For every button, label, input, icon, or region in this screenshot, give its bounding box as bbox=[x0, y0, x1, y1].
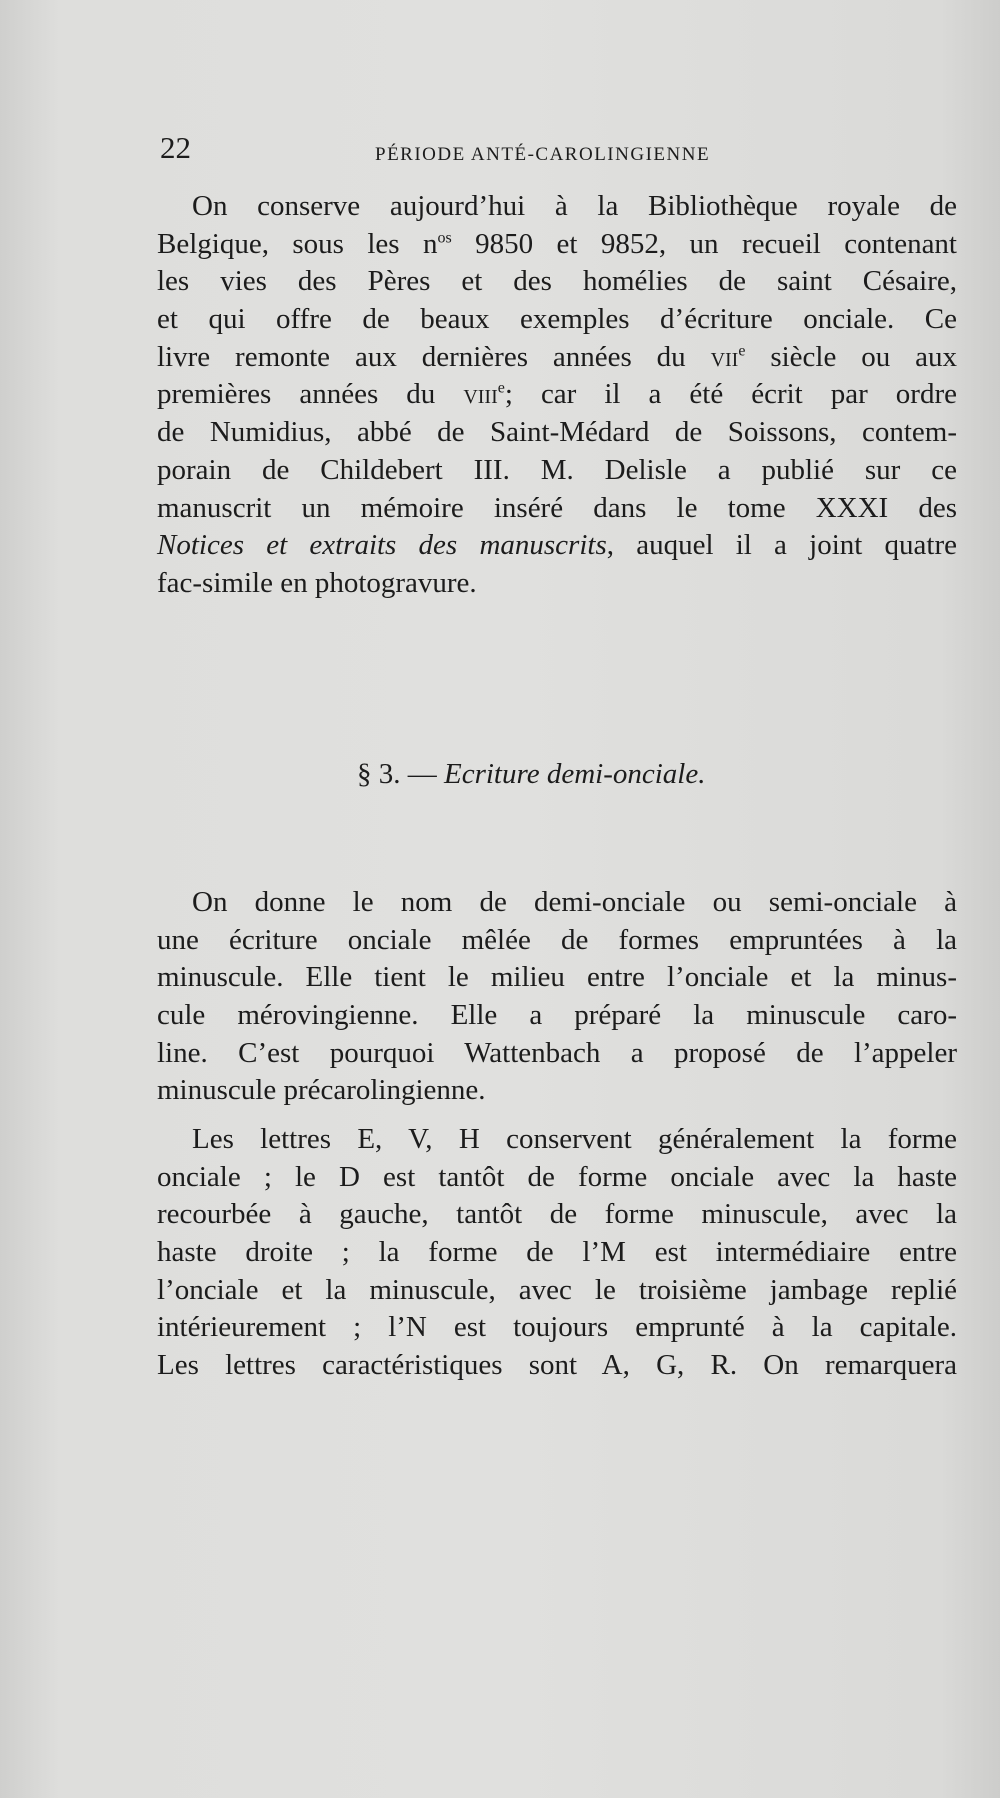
text-line: haste droite ; la forme de l’M est intermédiaire entre bbox=[157, 1236, 957, 1269]
page-header bbox=[160, 130, 960, 170]
text-line: porain de Childebert III. M. Delisle a publié sur ce bbox=[157, 453, 957, 486]
text-line: recourbée à gauche, tantôt de forme minuscule, avec la bbox=[157, 1198, 957, 1231]
text-line: onciale ; le D est tantôt de forme onciale avec la haste bbox=[157, 1160, 957, 1193]
paragraph-1 bbox=[157, 188, 957, 603]
text-line: premières années du viii$^e$; car il a été écrit par ordre bbox=[157, 378, 957, 411]
text-line: manuscrit un mémoire inséré dans le tome XXXI des bbox=[157, 491, 957, 524]
section-heading bbox=[357, 758, 857, 791]
text-line: cule mérovingienne. Elle a préparé la minuscule caro- bbox=[157, 999, 957, 1032]
text-line: l’onciale et la minuscule, avec le troisième jambage replié bbox=[157, 1273, 957, 1306]
text-line: minuscule précarolingienne. bbox=[157, 1074, 486, 1107]
text-line: intérieurement ; l’N est toujours emprunté à la capitale. bbox=[157, 1311, 957, 1344]
text-line: Les lettres caractéristiques sont A, G, R. On remarquera bbox=[157, 1349, 957, 1382]
text-line: fac-simile en photogravure. bbox=[157, 566, 477, 599]
text-line: On donne le nom de demi-onciale ou semi-onciale à bbox=[192, 886, 957, 918]
paragraph-3 bbox=[157, 1121, 957, 1385]
book-title: Notices et extraits des manuscrits bbox=[157, 529, 607, 562]
text-line: de Numidius, abbé de Saint-Médard de Soissons, contem- bbox=[157, 416, 957, 449]
text-line: une écriture onciale mêlée de formes empruntées à la bbox=[157, 923, 957, 956]
section-number: § 3. — bbox=[357, 758, 444, 790]
text-line: Notices et extraits des manuscrits, auquel il a joint quatre bbox=[157, 529, 958, 562]
text-line: livre remonte aux dernières années du vii$^e$ siècle ou aux bbox=[157, 340, 958, 373]
text-line: line. C’est pourquoi Wattenbach a proposé de l’appeler bbox=[157, 1036, 957, 1069]
running-head: PÉRIODE ANTÉ-CAROLINGIENNE bbox=[375, 144, 711, 165]
text-line: On conserve aujourd’hui à la Bibliothèque royale de bbox=[192, 190, 957, 222]
section-title: Ecriture demi-onciale. bbox=[444, 758, 706, 790]
page-number: 22 bbox=[160, 130, 191, 165]
text-line: minuscule. Elle tient le milieu entre l’onciale et la minus- bbox=[157, 961, 957, 994]
text-line: et qui offre de beaux exemples d’écriture onciale. Ce bbox=[157, 303, 957, 336]
paragraph-2 bbox=[157, 884, 957, 1110]
text-line: les vies des Pères et des homélies de saint Césaire, bbox=[157, 265, 957, 298]
text-line: Les lettres E, V, H conservent généralement la forme bbox=[192, 1123, 957, 1155]
text-line: Belgique, sous les $n^{os}$ 9850 et 9852, un recueil contenant bbox=[157, 227, 957, 260]
